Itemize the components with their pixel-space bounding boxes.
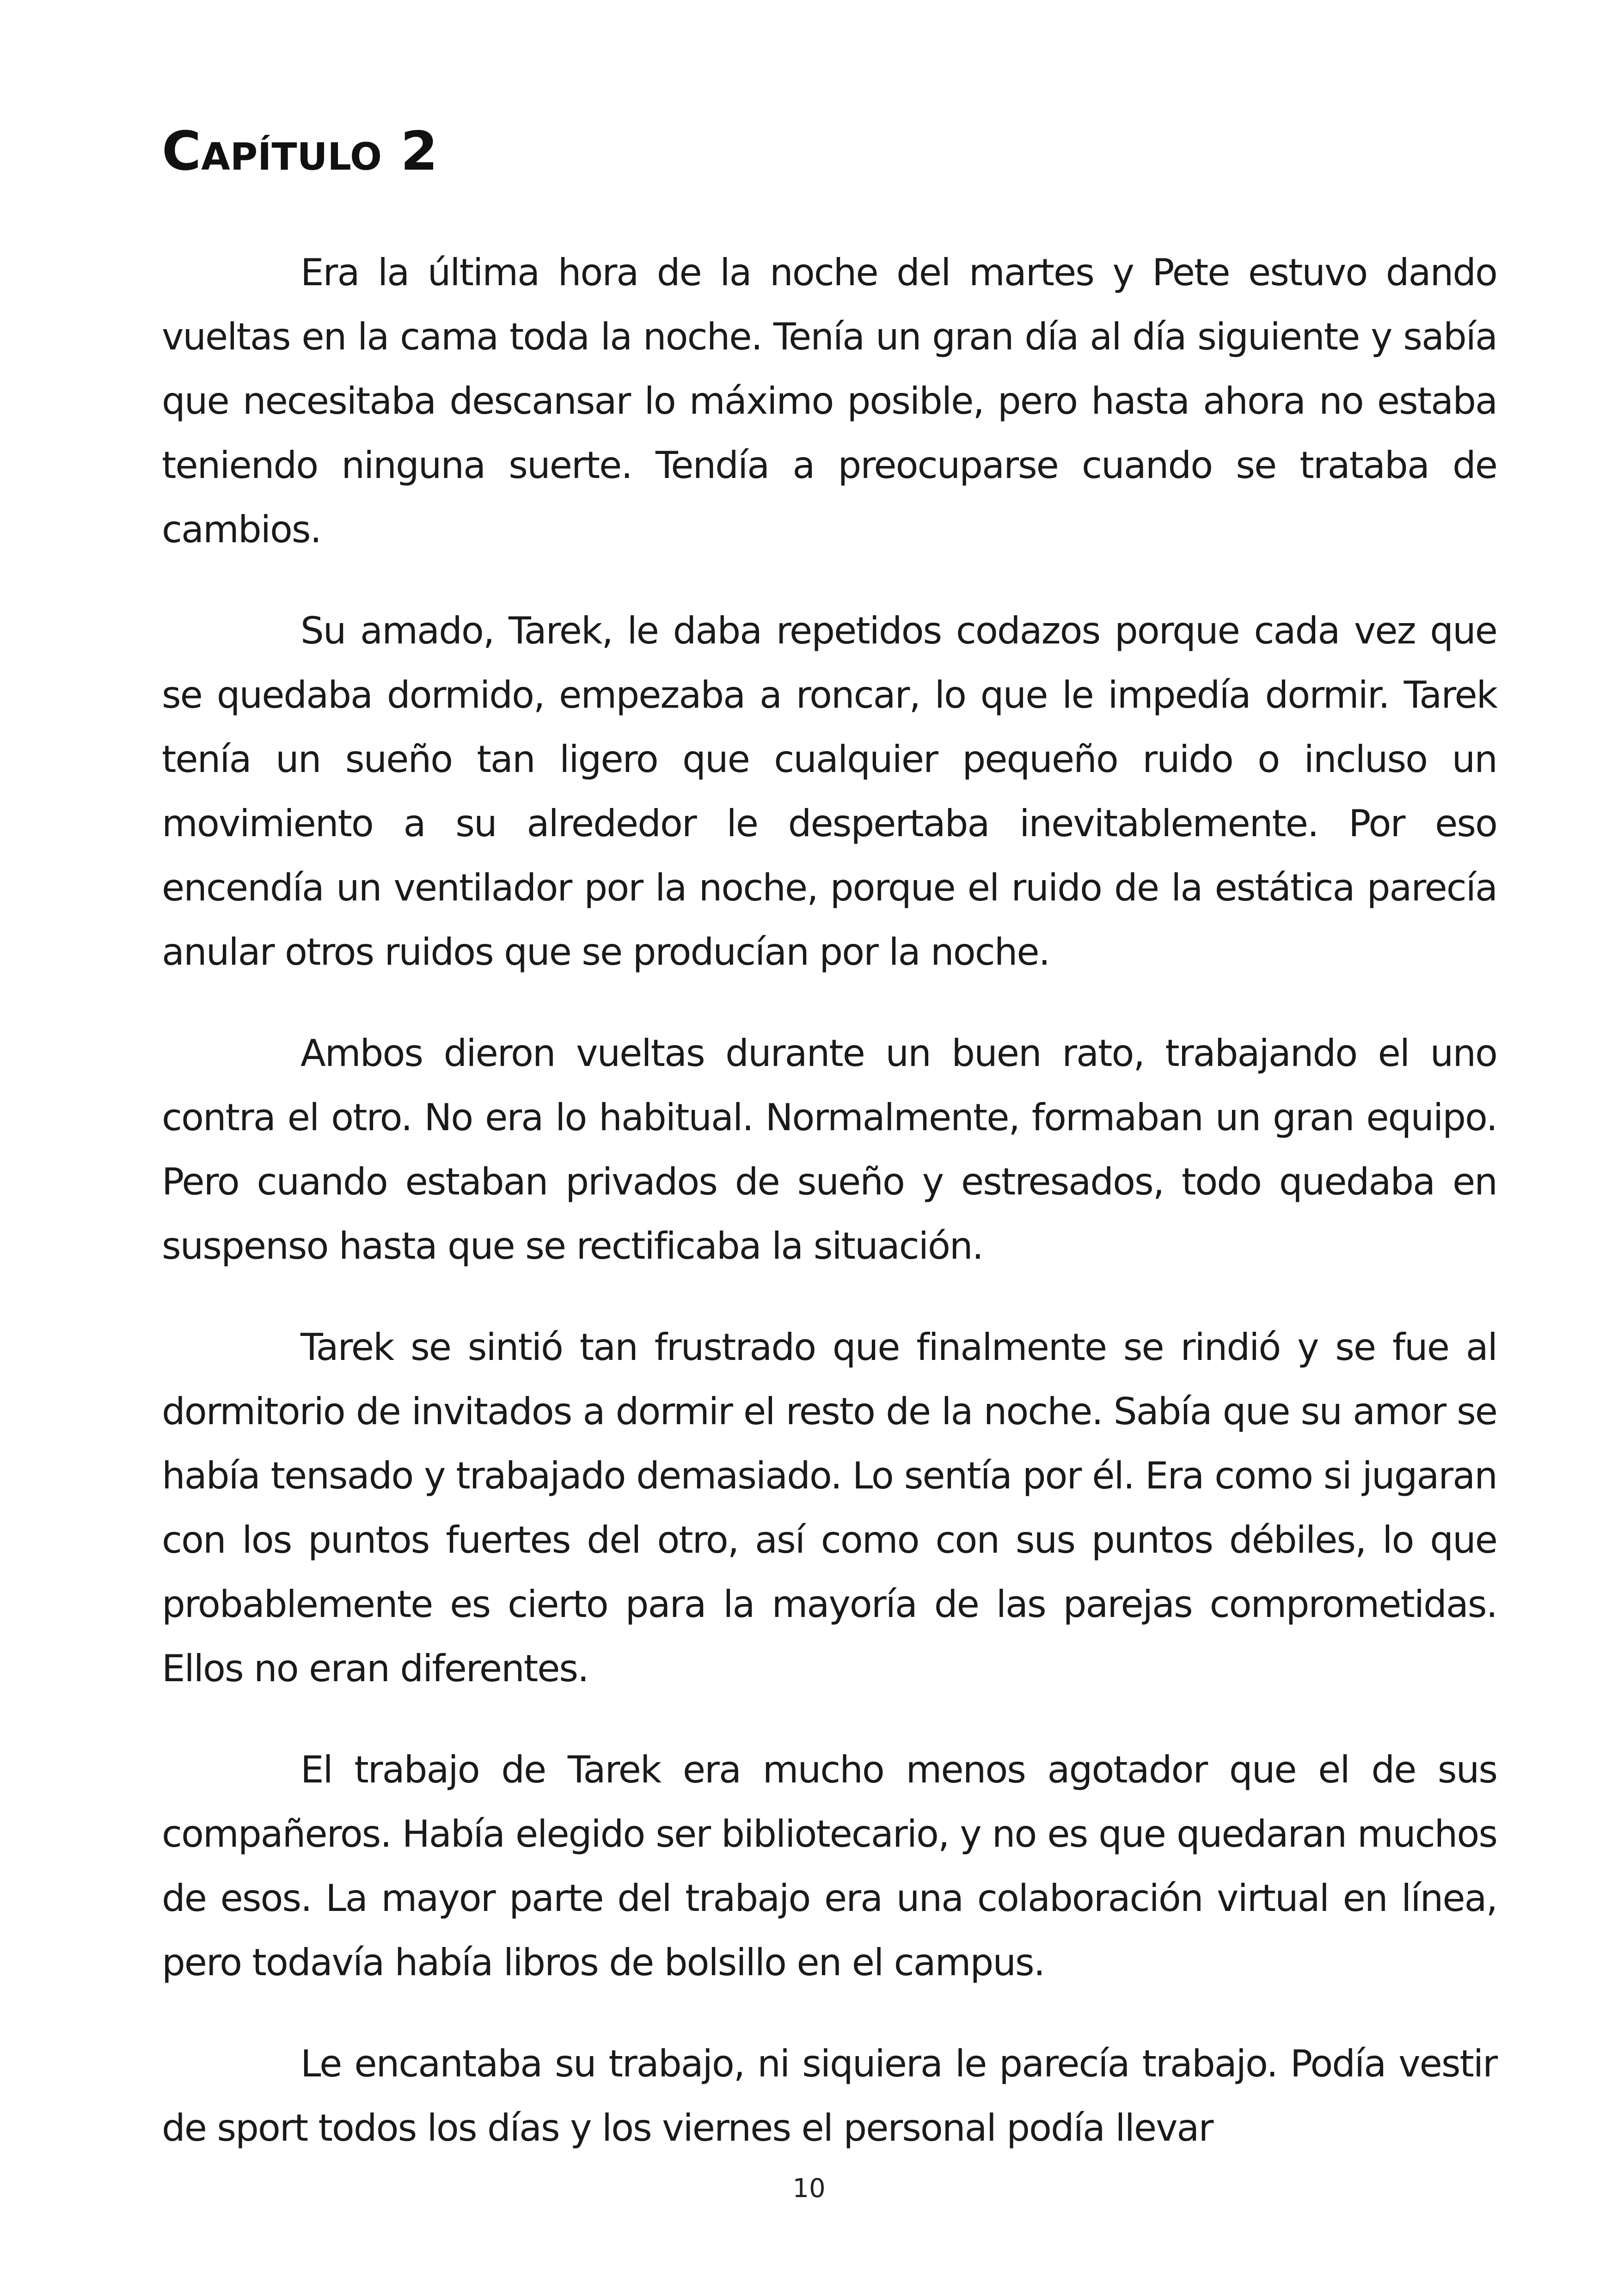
paragraph-4: Tarek se sintió tan frustrado que finalmente se rindió y se fue al dormitorio de invitados a dormir el resto de la noche. Sabía que su amor se había tensado y trabajado demasiado. Lo sentía por él. Era como si jugaran con los puntos fuertes del otro, así como con sus puntos débiles, lo que probablemente es cierto para la mayoría de las parejas comprometidas. Ellos no eran diferentes. xyxy=(162,1326,1497,1690)
chapter-title: Capítulo 2 xyxy=(162,120,438,183)
paragraph-3: Ambos dieron vueltas durante un buen rato, trabajando el uno contra el otro. No era lo habitual. Normalmente, formaban un gran equipo. Pero cuando estaban privados de sueño y estresados, todo quedaba en suspenso hasta que se rectificaba la situación. xyxy=(162,1032,1497,1267)
paragraph-6: Le encantaba su trabajo, ni siquiera le parecía trabajo. Podía vestir de sport todos los días y los viernes el personal podía llevar xyxy=(162,2042,1497,2149)
paragraph-5: El trabajo de Tarek era mucho menos agotador que el de sus compañeros. Había elegido ser bibliotecario, y no es que quedaran muchos de esos. La mayor parte del trabajo era una colaboración virtual en línea, pero todavía había libros de bolsillo en el campus. xyxy=(162,1748,1497,1984)
page-number: 10 xyxy=(792,2174,826,2204)
paragraph-1: Era la última hora de la noche del martes y Pete estuvo dando vueltas en la cama toda la noche. Tenía un gran día al día siguiente y sabía que necesitaba descansar lo máximo posible, pero hasta ahora no estaba teniendo ninguna suerte. Tendía a preocuparse cuando se trataba de cambios. xyxy=(162,251,1497,551)
chapter-body xyxy=(162,240,1497,2197)
paragraph-2: Su amado, Tarek, le daba repetidos codazos porque cada vez que se quedaba dormido, empezaba a roncar, lo que le impedía dormir. Tarek tenía un sueño tan ligero que cualquier pequeño ruido o incluso un movimiento a su alrededor le despertaba inevitablemente. Por eso encendía un ventilador por la noche, porque el ruido de la estática parecía anular otros ruidos que se producían por la noche. xyxy=(162,609,1497,974)
